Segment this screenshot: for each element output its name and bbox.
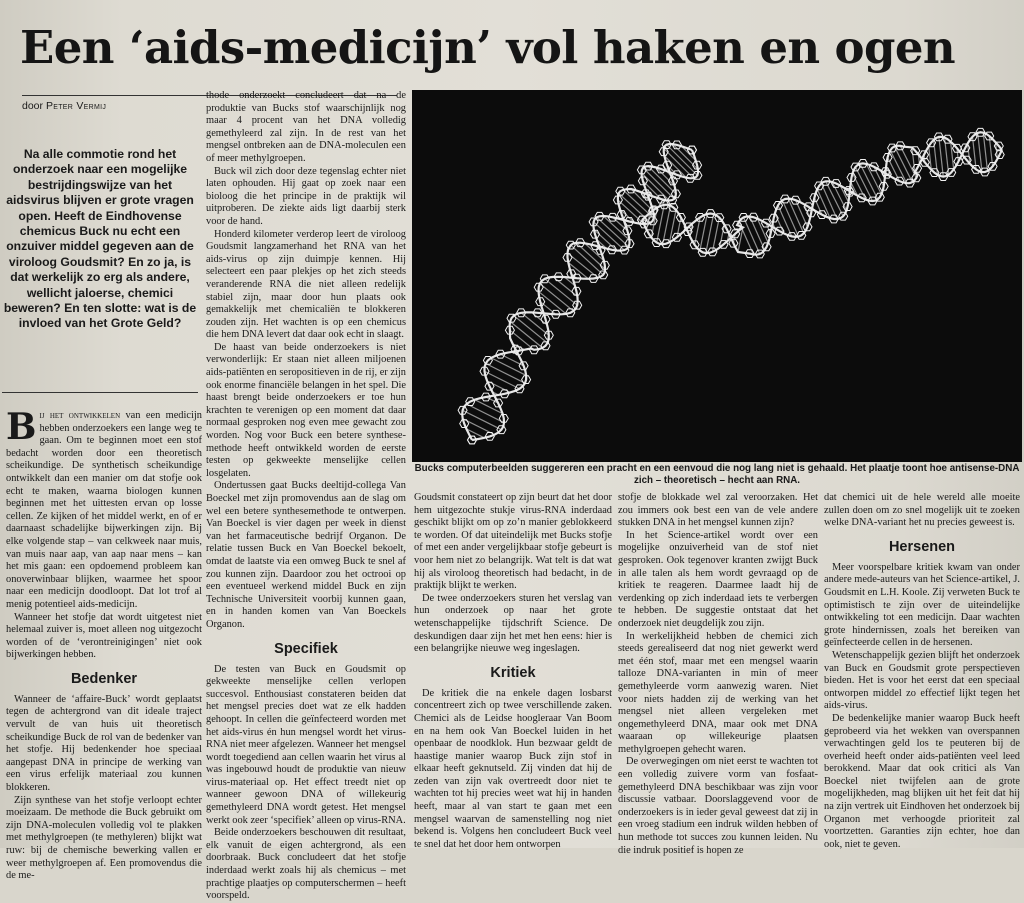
column-1-paragraph-4: Zijn synthese van het stofje verloopt echter moeizaam. De methode die Buck gebruikt om zijn DNA-moleculen volledig vol te plakken met methylgroepen (te methyleren) blijkt wat ruw: bij de chemische bewerking vallen er weer methylgroepen af. Een promovendus die de me- (6, 795, 202, 883)
dna-strand-left (458, 141, 702, 444)
column-4-paragraph-4: De overwegingen om niet eerst te wachten tot een volledig zuivere vorm van fosfaat-gemethyleerd DNA beschikbaar was zijn voor discussie vatbaar. Doorslaggevend voor de onderzoekers is in ieder geval geweest dat zij in een vroeg stadium een indruk wilden hebben of hun methode tot succes zou kunnen leiden. Nu die indruk positief is hopen ze (618, 756, 818, 857)
column-2-paragraph-5: Ondertussen gaat Bucks deeltijd-collega Van Boeckel met zijn promovendus aan de slag om wel een betere synthesemethode te ontwerpen. Van Boeckel is vier dagen per week in dienst van het farmaceutische bedrijf Organon. De relatie tussen Buck en Van Boeckel bekoelt, omdat de laatste via een omweg Buck te snel af zou kunnen zijn. Daardoor zou het octrooi op een eventueel werkend middel Buck en zijn Technische Universiteit voorbij kunnen gaan, en in handen komen van Van Boeckels Organon. (206, 480, 406, 631)
column-5-paragraph-1: dat chemici uit de hele wereld alle moeite zullen doen om zo snel mogelijk uit te zoeken welke DNA-variant het nu precies geweest is. (824, 492, 1020, 530)
subheading-specifiek: Specifiek (206, 640, 406, 658)
column-3-paragraph-2: De twee onderzoekers sturen het verslag van hun onderzoek op naar het grote wetenschappelijke tijdschrift Science. De deskundigen daar zijn het met hen eens: hier is een belangrijke nieuwe weg ingeslagen. (414, 593, 612, 656)
dna-molecule-image (412, 90, 1022, 462)
byline-author: Peter Vermij (46, 100, 106, 112)
column-2-paragraph-4: De haast van beide onderzoekers is niet verwonderlijk: Er staan niet alleen miljoenen aids-patiënten en seropositieven in de rij, er zijn ook enorme financiële belangen in het spel. Die haast brengt beide onderzoekers er toe hun krachten te verenigen op een moment dat daar normaal gesproken nog even mee gewacht zou worden. Nog voor Buck een betere synthese-methode heeft ontwikkeld worden de eerste testen op gekweekte menselijke cellen losgelaten. (206, 342, 406, 481)
column-3-paragraph-3: De kritiek die na enkele dagen losbarst concentreert zich op twee verschillende zaken. Chemici als de Leidse hoogleraar Van Boom en na hem ook Van Boeckel luiden in het openbaar de noodklok. Hun bezwaar geldt de haastige manier waarop Buck zijn stof in elkaar heeft geknutseld. Zij vinden dat hij de zeden van zijn vak overtreedt door niet te wachten tot hij precies weet wat hij in handen heeft, maar al van start te gaan met een mengsel waarvan de samenstelling nog niet bekend is. Volgens hen concludeert Buck veel te snel dat het door hem ontworpen (414, 688, 612, 852)
column-1-paragraph-3: Wanneer de ‘affaire-Buck’ wordt geplaatst tegen de achtergrond van dit ideale traject vervult de van huis uit theoretisch scheikundige Buck de rol van de bedenker van het stofje. Hij bedenkender hoe speciaal aangepast DNA in principe de werking van een virus erfelijk materiaal zou kunnen blokkeren. (6, 694, 202, 795)
subheading-bedenker: Bedenker (6, 670, 202, 688)
column-2-paragraph-1: thode onderzoekt concludeert dat na de produktie van Bucks stof waarschijnlijk nog maar 4 procent van het DNA volledig gemethyleerd zal zijn. In de rest van het mengsel ontbreken aan de DNA-moleculen een of meer methylgroepen. (206, 90, 406, 166)
column-4-paragraph-3: In werkelijkheid hebben de chemici zich steeds gerealiseerd dat nog niet gewerkt werd met één stof, maar met een mengsel waarin talloze DNA-varianten in min of meer gemethyleerde vorm aanwezig waren. Niet voor niets hadden zij de werking van het mengsel niet alleen vergeleken met ongemethyleerd DNA, maar ook met DNA waaraan op willekeurige plaatsen methylgroepen gehecht waren. (618, 631, 818, 757)
byline-prefix: door (22, 100, 43, 112)
column-5-paragraph-4: De bedenkelijke manier waarop Buck heeft geprobeerd via het wekken van overspannen verwachtingen geld los te peuteren bij de overheid heeft onder aids-patiënten veel leed berokkend. Maar dat ook critici als Van Boeckel niet twijfelen aan de grote mogelijkheden, mag blijken uit het feit dat hij na zijn vertrek uit Eindhoven het onderzoek bij Organon met verhoogde prioriteit zal voortzetten. Garanties zijn echter, hoe dan ook, niet te geven. (824, 713, 1020, 852)
intro-summary: Na alle commotie rond het onderzoek naar een mogelijke bestrijdingswijze van het aidsvirus blijven er grote vragen open. Heeft de Eindhovense chemicus Buck nu echt een onzuiver middel gegeven aan de viroloog Goudsmit? En zo ja, is dat werkelijk zo erg als andere, wellicht jaloerse, chemici beweren? En ten slotte: wat is de invloed van het Grote Geld? (2, 145, 198, 393)
drop-cap: B (6, 412, 36, 442)
lead-in: ij het ontwikkelen (39, 410, 120, 421)
article-column-2 (206, 90, 406, 846)
column-2-paragraph-2: Buck wil zich door deze tegenslag echter niet laten ophouden. Hij gaat op zoek naar een bioloog die het principe in de praktijk wil uitproberen. De ziekte aids ligt daarbij sterk voor de hand. (206, 166, 406, 229)
column-5-paragraph-2: Meer voorspelbare kritiek kwam van onder andere mede-auteurs van het Science-artikel, J. Goudsmit en L.H. Koole. Zij verweten Buck te optimistisch te zijn over de uiteindelijke ontwikkeling tot een medicijn. Daar wachten grote hindernissen, zoals het bereiken van geïnfecteerde cellen in de hersenen. (824, 562, 1020, 650)
column-5-paragraph-3: Wetenschappelijk gezien blijft het onderzoek van Buck en Goudsmit grote perspectieven bieden. Het is voor het eerst dat een speciaal ontworpen middel zo effectief lijkt tegen het aids-virus. (824, 650, 1020, 713)
column-1-paragraph-1: van een medicijn hebben onderzoekers een lange weg te gaan. Om te beginnen moet een stof bedacht worden door een theoretisch scheikundige. De synthetisch scheikundige ontwikkelt dan een manier om dat stofje ook echt te maken, waarna biologen kunnen beginnen met het uittesten ervan op losse cellen. Ze kijken of het middel werkt, en of er daarnaast schadelijke bijwerkingen zijn. Bij elke volgende stap – van celkweek naar muis, van muis naar aap, van aap naar mens – kan het mis gaan: een opdoemend probleem kan onoverwinbaar blijken, waarmee het spoor naar een medicijn doodloopt. Dat lot trof al menig potentieel aids-medicijn. (6, 410, 202, 610)
dna-strand-right (638, 128, 1005, 258)
photo-caption: Bucks computerbeelden suggereren een pracht en een eenvoud die nog lang niet is gehaald. Het plaatje toont hoe antisense-DNA zich – theoretisch – hecht aan RNA. (414, 463, 1020, 487)
column-3-paragraph-1: Goudsmit constateert op zijn beurt dat het door hem uitgezochte stukje virus-RNA inderdaad geschikt blijkt om op zo’n manier geblokkeerd te worden. Of dat uiteindelijk met Bucks stofje of met een ander vergelijkbaar stofje gebeurt is voor hem niet zo belangrijk. Wat telt is dat wat hij als viroloog theoretisch had bedacht, in de praktijk blijkt te werken. (414, 492, 612, 593)
dna-molecule-drawing (412, 90, 1022, 462)
column-2-paragraph-7: Beide onderzoekers beschouwen dit resultaat, elk vanuit de eigen achtergrond, als een doorbraak. Buck concludeert dat het stofje inderdaad werkt zoals hij als chemicus – met prachtige plaatjes op computerschermen – heeft voorspeld. (206, 827, 406, 903)
article-column-1 (6, 410, 202, 846)
column-4-paragraph-1: stofje de blokkade wel zal veroorzaken. Het zou immers ook best een van de vele andere stukken DNA in het mengsel kunnen zijn? (618, 492, 818, 530)
article-column-3 (414, 492, 612, 846)
subheading-hersenen: Hersenen (824, 538, 1020, 556)
subheading-kritiek: Kritiek (414, 664, 612, 682)
column-1-paragraph-2: Wanneer het stofje dat wordt uitgetest niet helemaal zuiver is, moet alleen nog uitgezocht worden of de ‘verontreinigingen’ niet ook bijwerkingen hebben. (6, 612, 202, 662)
article-column-4 (618, 492, 818, 846)
headline: Een ‘aids-medicijn’ vol haken en ogen (20, 14, 1010, 82)
column-1-lead-paragraph (6, 410, 202, 612)
column-2-paragraph-6: De testen van Buck en Goudsmit op gekweekte menselijke cellen verlopen succesvol. Enthousiast constateren beiden dat het mengsel precies doet wat ze elk hadden gehoopt. In cellen die geïnfecteerd worden met het aids-virus én hun mengsel wordt het virus-RNA niet meer afgelezen. Wanneer het mengsel wordt toegediend aan cellen waarin het virus al was ingebouwd houdt de produktie van nieuw virus-materiaal op. Het effect treedt niet op wanneer gewoon DNA of willekeurig gemethyleerd DNA wordt getest. Het mengsel werkt ook zeer ‘specifiek’ alleen op virus-RNA. (206, 664, 406, 828)
article-column-5 (824, 492, 1020, 846)
column-4-paragraph-2: In het Science-artikel wordt over een mogelijke onzuiverheid van de stof niet gesproken. Ook tegenover kranten zwijgt Buck in alle talen als hem wordt gevraagd op de kritiek te reageren. Daarmee laadt hij de verdenking op zich inderdaad iets te verbergen te hebben. De suggestie ontstaat dat het onderzoek niet deugdelijk zou zijn. (618, 530, 818, 631)
column-2-paragraph-3: Honderd kilometer verderop leert de viroloog Goudsmit langzamerhand het RNA van het aids-virus op zijn duimpje kennen. Hij selecteert een paar plekjes op het zich steeds veranderende RNA die niet alleen redelijk stabiel zijn, maar door hun plaats ook gemakkelijk met chemicaliën te blokkeren zouden zijn. Het wachten is op een chemicus die hem DNA levert dat daar ook echt in slaagt. (206, 229, 406, 342)
